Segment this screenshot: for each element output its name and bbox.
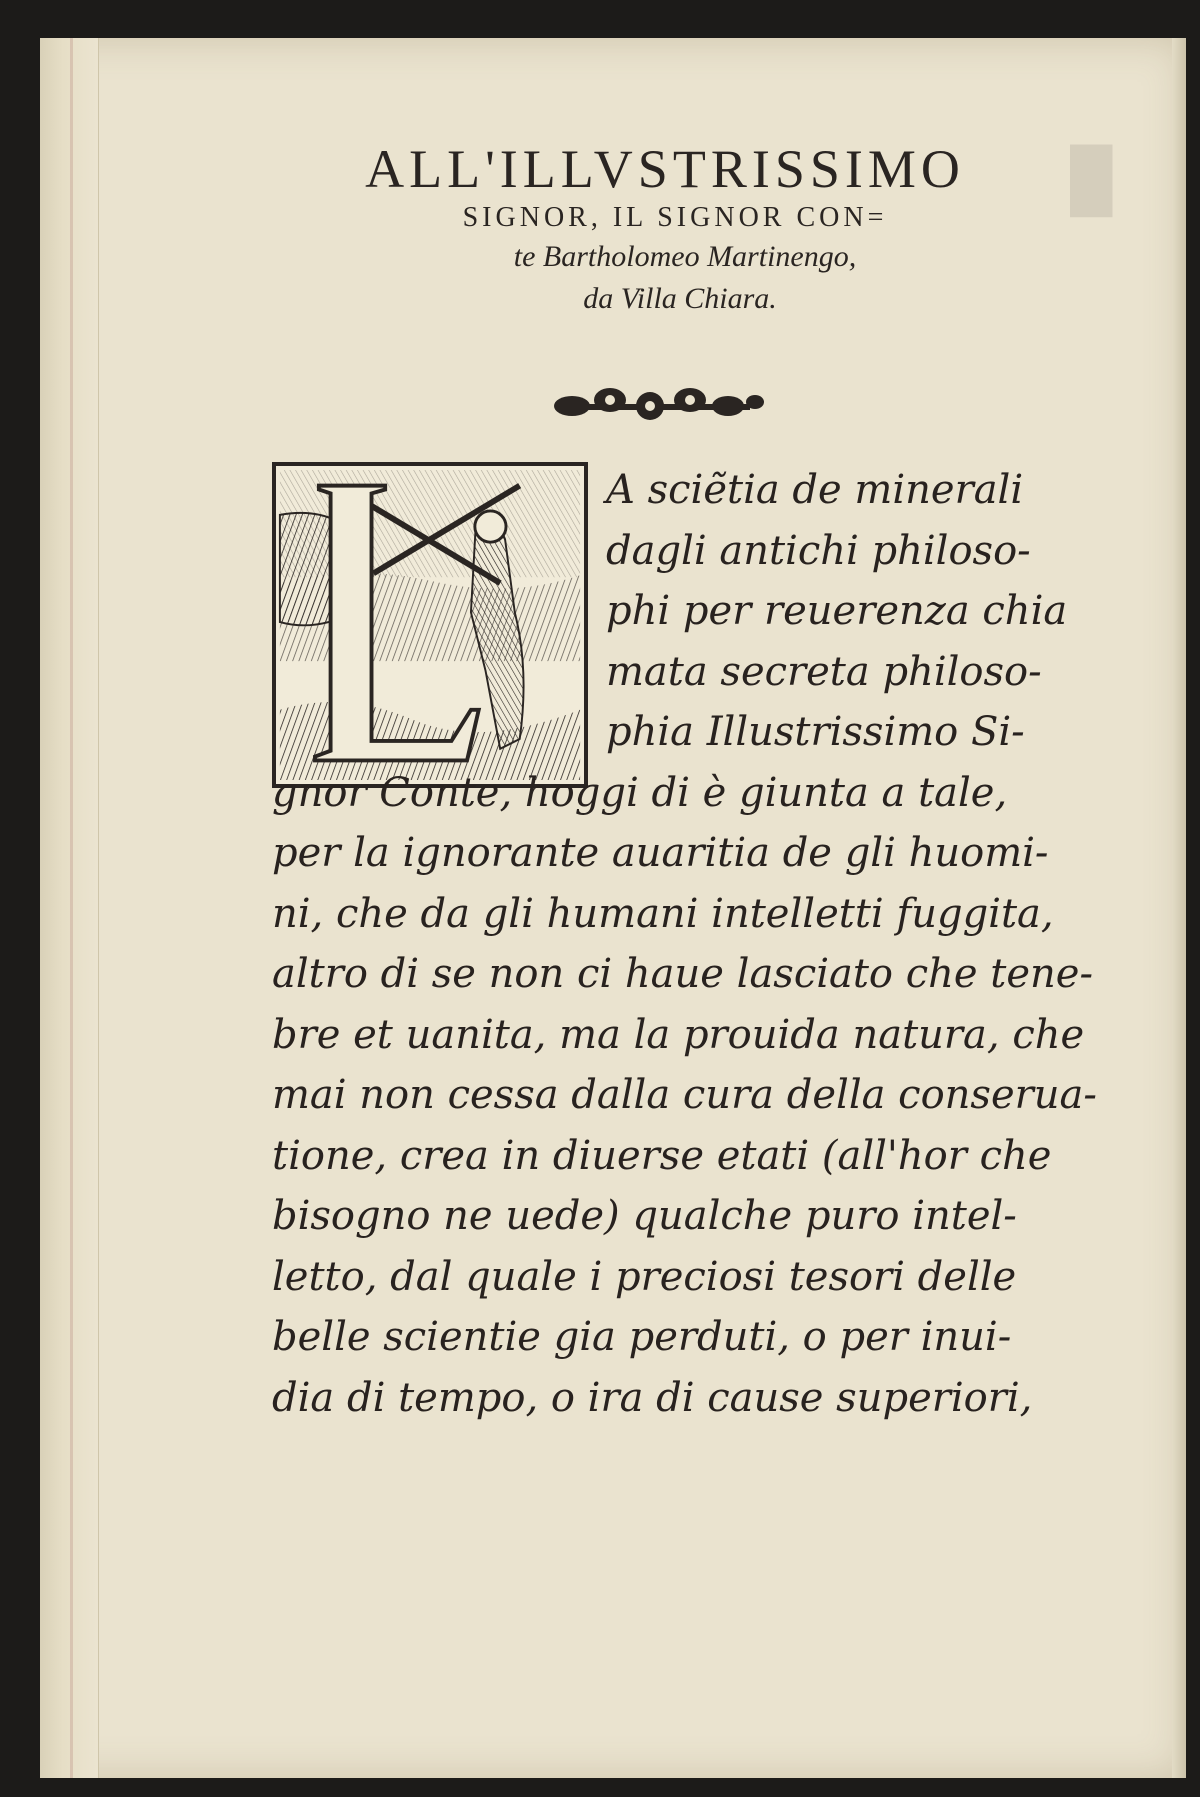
text-line: letto, dal quale i preciosi tesori delle	[272, 1253, 1017, 1300]
text-line: per la ignorante auaritia de gli huomi-	[272, 830, 1049, 876]
text-line: dagli antichi philoso-	[606, 527, 1031, 574]
text-line: mata secreta philoso-	[606, 648, 1042, 695]
text-line: gnor Conte, hoggi di è giunta a tale,	[272, 769, 1008, 816]
dedication-heading	[255, 138, 1075, 320]
text-line: bisogno ne uede) qualche puro intel-	[272, 1193, 1017, 1239]
heading-line-3: te Bartholomeo Martinengo,	[513, 240, 857, 273]
text-line: mai non cessa dalla cura della conserua-	[272, 1072, 1097, 1118]
text-line: A sciẽtia de minerali	[606, 467, 1024, 513]
text-line: tione, crea in diuerse etati (all'hor che	[272, 1132, 1052, 1179]
heading-line-1: ALL'ILLVSTRISSIMO	[365, 139, 965, 199]
text-line: ni, che da gli humani intelletti fuggita,	[272, 890, 1054, 937]
show-through-ghost: █	[1070, 146, 1113, 212]
heading-line-4: da Villa Chiara.	[583, 282, 777, 315]
inner-page-margin	[40, 38, 99, 1778]
text-line: altro di se non ci haue lasciato che tene-	[272, 951, 1093, 997]
dedication-body-text	[272, 460, 1097, 1428]
text-line: belle scientie gia perduti, o per inui-	[272, 1314, 1012, 1360]
text-line: bre et uanita, ma la prouida natura, che	[272, 1011, 1085, 1058]
page-fore-edge	[1172, 38, 1186, 1778]
ornament-fleuron-icon	[550, 380, 765, 428]
text-line: phi per reuerenza chia	[606, 588, 1068, 634]
text-line: dia di tempo, o ira di cause superiori,	[272, 1374, 1033, 1421]
text-line: phia Illustrissimo Si-	[606, 709, 1025, 755]
heading-line-2: SIGNOR, IL SIGNOR CON=	[462, 202, 888, 233]
